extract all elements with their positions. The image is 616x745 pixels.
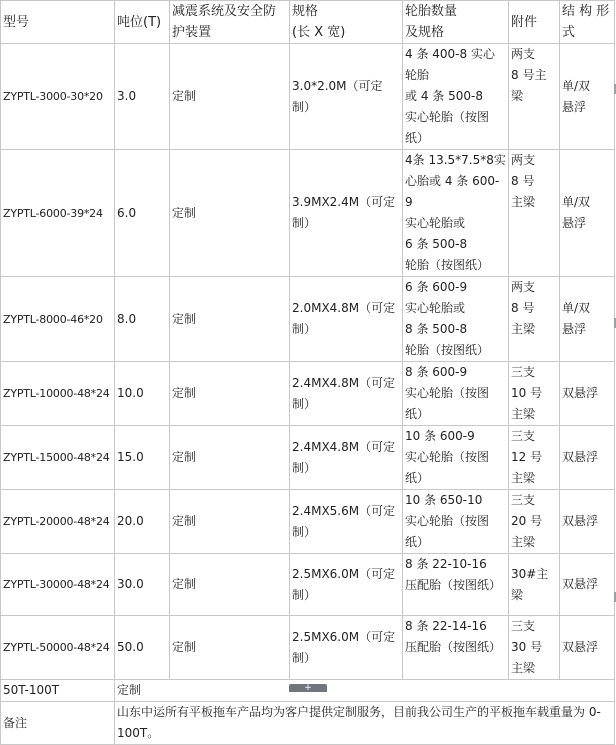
cell-model: ZYPTL-20000-48*24 [1, 490, 115, 554]
cell-tires: 8 条 600-9 实心轮胎（按图 纸） [403, 362, 509, 426]
cell-tires: 6 条 600-9 实心轮胎或 8 条 500-8 轮胎（按图纸） [403, 277, 509, 362]
cell-spec: 2.4MX4.8M（可定制） [290, 362, 403, 426]
cell-tires: 4 条 400-8 实心轮胎 或 4 条 500-8 实心轮胎（按图纸） [403, 44, 509, 150]
cell-tonnage: 30.0 [115, 554, 170, 616]
header-cell-damping: 减震系统及安全防护装置 [170, 1, 290, 44]
cell-damping: 定制 [170, 362, 290, 426]
cell-tonnage: 20.0 [115, 490, 170, 554]
cell-accessory: 30#主梁 [509, 554, 560, 616]
cell-model: ZYPTL-30000-48*24 [1, 554, 115, 616]
table-row [1, 150, 615, 277]
cell-model: ZYPTL-15000-48*24 [1, 426, 115, 490]
cell-spec: 2.4MX4.8M（可定制） [290, 426, 403, 490]
cell-spec: 2.5MX6.0M（可定制） [290, 554, 403, 616]
header-cell-tonnage: 吨位(T) [115, 1, 170, 44]
cell-tires: 10 条 650-10 实心轮胎（按图 纸） [403, 490, 509, 554]
table-row [1, 490, 615, 554]
remark-label: 备注 [1, 702, 115, 745]
cell-model: ZYPTL-3000-30*20 [1, 44, 115, 150]
cell-accessory: 两支 8 号 主梁 [509, 277, 560, 362]
cell-structure: 单/双 悬浮 [560, 277, 615, 362]
cell-model: ZYPTL-10000-48*24 [1, 362, 115, 426]
cell-tonnage: 10.0 [115, 362, 170, 426]
cell-tonnage: 3.0 [115, 44, 170, 150]
cell-spec: 2.5MX6.0M（可定制） [290, 616, 403, 680]
range-label: 50T-100T [1, 680, 115, 702]
cell-model: ZYPTL-50000-48*24 [1, 616, 115, 680]
cell-damping: 定制 [170, 277, 290, 362]
cell-accessory: 两支 8 号 主梁 [509, 150, 560, 277]
cell-accessory: 三支 10 号 主梁 [509, 362, 560, 426]
cell-damping: 定制 [170, 150, 290, 277]
range-value: 定制 [115, 680, 615, 702]
cell-damping: 定制 [170, 616, 290, 680]
cell-accessory: 三支 30 号 主梁 [509, 616, 560, 680]
cell-structure: 双悬浮 [560, 616, 615, 680]
header-cell-spec: 规格 (长 X 宽) [290, 1, 403, 44]
cell-accessory: 三支 20 号 主梁 [509, 490, 560, 554]
remark-row [1, 702, 615, 745]
header-cell-tires: 轮胎数量 及规格 [403, 1, 509, 44]
cell-damping: 定制 [170, 490, 290, 554]
cell-tonnage: 15.0 [115, 426, 170, 490]
header-cell-model: 型号 [1, 1, 115, 44]
cell-structure: 单/双 悬浮 [560, 150, 615, 277]
table-row [1, 554, 615, 616]
cell-damping: 定制 [170, 426, 290, 490]
cell-damping: 定制 [170, 554, 290, 616]
table-row [1, 44, 615, 150]
cell-structure: 双悬浮 [560, 362, 615, 426]
table-row [1, 277, 615, 362]
header-cell-structure: 结 构 形式 [560, 1, 615, 44]
cell-model: ZYPTL-6000-39*24 [1, 150, 115, 277]
cell-accessory: 两支 8 号主梁 [509, 44, 560, 150]
cell-spec: 3.9MX2.4M（可定制） [290, 150, 403, 277]
cell-structure: 双悬浮 [560, 490, 615, 554]
cell-accessory: 三支 12 号 主梁 [509, 426, 560, 490]
cell-structure: 双悬浮 [560, 426, 615, 490]
remark-text: 山东中运所有平板拖车产品均为客户提供定制服务，目前我公司生产的平板拖车载重量为 0-100T。 [115, 702, 615, 745]
cell-spec: 2.0MX4.8M（可定制） [290, 277, 403, 362]
cell-structure: 双悬浮 [560, 554, 615, 616]
cell-tires: 4条 13.5*7.5*8实 心胎或 4 条 600-9 实心轮胎或 6 条 500-8 轮胎（按图纸） [403, 150, 509, 277]
table-row [1, 426, 615, 490]
cell-tonnage: 8.0 [115, 277, 170, 362]
expand-handle[interactable]: + [289, 684, 327, 692]
cell-spec: 2.4MX5.6M（可定制） [290, 490, 403, 554]
cell-tires: 10 条 600-9 实心轮胎（按图 纸） [403, 426, 509, 490]
table-row [1, 616, 615, 680]
cell-spec: 3.0*2.0M（可定制） [290, 44, 403, 150]
cell-structure: 单/双 悬浮 [560, 44, 615, 150]
table-row [1, 362, 615, 426]
cell-tires: 8 条 22-14-16 压配胎（按图纸） [403, 616, 509, 680]
cell-damping: 定制 [170, 44, 290, 150]
cell-tonnage: 50.0 [115, 616, 170, 680]
cell-tonnage: 6.0 [115, 150, 170, 277]
header-row [1, 1, 615, 44]
cell-model: ZYPTL-8000-46*20 [1, 277, 115, 362]
header-cell-accessory: 附件 [509, 1, 560, 44]
cell-tires: 8 条 22-10-16 压配胎（按图纸） [403, 554, 509, 616]
